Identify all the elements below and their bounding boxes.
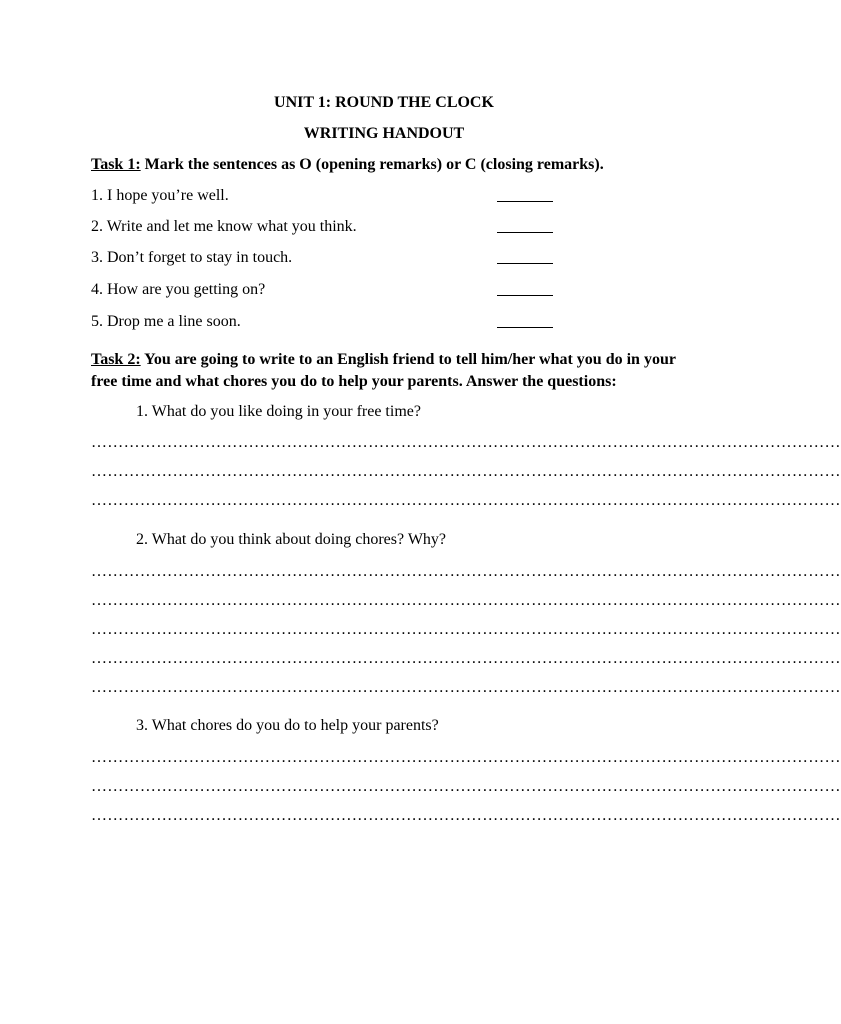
answer-line[interactable]: ………………………………………………………………………………………………………………………… [91, 492, 841, 509]
task1-instruction: Mark the sentences as O (opening remarks) or C (closing remarks). [140, 156, 604, 173]
answer-blank[interactable] [497, 279, 553, 296]
task2-label: Task 2: [91, 351, 141, 368]
task1-item-text: 5. Drop me a line soon. [91, 313, 241, 330]
answer-line[interactable]: ………………………………………………………………………………………………………………………… [91, 592, 841, 609]
answer-line[interactable]: ………………………………………………………………………………………………………………………… [91, 434, 841, 451]
answer-line[interactable]: ………………………………………………………………………………………………………………………… [91, 650, 841, 667]
task1-item-text: 3. Don’t forget to stay in touch. [91, 249, 293, 266]
task1-item-text: 2. Write and let me know what you think. [91, 218, 357, 235]
question-2: 2. What do you think about doing chores? Why? [136, 531, 447, 548]
task1-item [91, 216, 561, 238]
question-3: 3. What chores do you do to help your parents? [136, 717, 439, 734]
answer-line[interactable]: ………………………………………………………………………………………………………………………… [91, 679, 841, 696]
task1-item-text: 1. I hope you’re well. [91, 187, 229, 204]
task2-heading [91, 349, 681, 393]
task2-instruction: You are going to write to an English friend to tell him/her what you do in your free time and what chores you do to help your parents. Answer the questions: [91, 351, 676, 390]
task1-item [91, 279, 561, 301]
answer-line[interactable]: ………………………………………………………………………………………………………………………… [91, 807, 841, 824]
answer-line[interactable]: ………………………………………………………………………………………………………………………… [91, 778, 841, 795]
answer-blank[interactable] [497, 185, 553, 202]
question-1: 1. What do you like doing in your free time? [136, 403, 421, 420]
answer-blank[interactable] [497, 311, 553, 328]
answer-line[interactable]: ………………………………………………………………………………………………………………………… [91, 749, 841, 766]
task1-label: Task 1: [91, 156, 141, 173]
answer-blank[interactable] [497, 216, 553, 233]
answer-blank[interactable] [497, 247, 553, 264]
answer-line[interactable]: ………………………………………………………………………………………………………………………… [91, 463, 841, 480]
answer-line[interactable]: ………………………………………………………………………………………………………………………… [91, 563, 841, 580]
answer-line[interactable]: ………………………………………………………………………………………………………………………… [91, 621, 841, 638]
task1-item [91, 311, 561, 333]
handout-title: WRITING HANDOUT [303, 125, 465, 142]
task1-heading [91, 154, 681, 176]
task1-item [91, 185, 561, 207]
task1-item [91, 247, 561, 269]
task1-item-text: 4. How are you getting on? [91, 281, 266, 298]
unit-title: UNIT 1: ROUND THE CLOCK [274, 94, 494, 111]
